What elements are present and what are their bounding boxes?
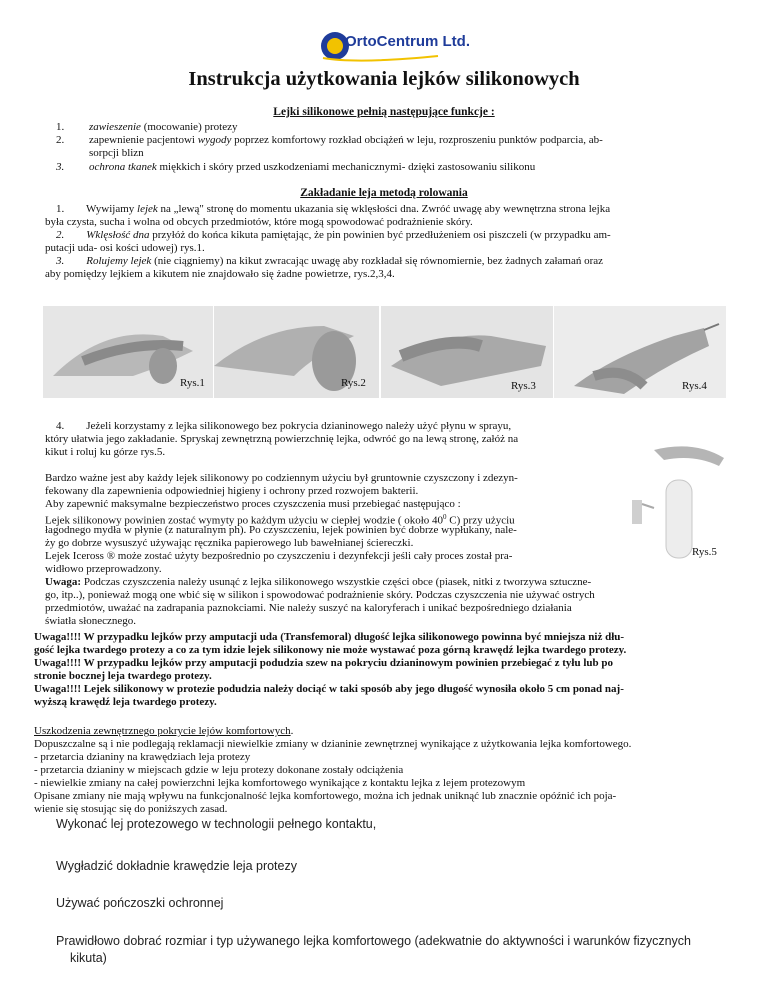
functions-num-3: 3.	[56, 161, 65, 173]
cleaning-line-9: Uwaga: Podczas czyszczenia należy usunąć z lejka silikonowego wszystkie części obce (piasek, nitki z tworzywa sztuczne-	[45, 576, 592, 588]
functions-item-2: zapewnienie pacjentowi wygody poprzez komfortowy rozkład obciążeń w leju, rozproszeniu punktów podparcia, ab-	[89, 134, 603, 146]
rule-3: Używać pończoszki ochronnej	[56, 896, 224, 910]
figure-3-caption: Rys.3	[511, 380, 536, 392]
cleaning-line-12: światła słonecznego.	[45, 615, 137, 627]
rule-4-cont: kikuta)	[70, 951, 107, 965]
functions-num-1: 1.	[56, 121, 65, 133]
warning-line-5: Uwaga!!!! Lejek silikonowy w protezie podudzia należy dociąć w taki sposób aby jego długość wynosiła około 5 cm ponad naj-	[34, 683, 624, 695]
warning-line-1: Uwaga!!!! W przypadku lejków przy amputacji uda (Transfemoral) długość lejka silikonowego powinna być mniejsza niż dłu-	[34, 631, 625, 643]
figure-2-caption: Rys.2	[341, 377, 366, 389]
rolling-step-3-cont: aby pomiędzy lejkiem a kikutem nie znajdowało się żadne powietrze, rys.2,3,4.	[45, 268, 395, 280]
cleaning-line-8: widłowo przeprowadzony.	[45, 563, 162, 575]
damage-line-5: Opisane zmiany nie mają wpływu na funkcjonalność lejka komfortowego, można ich jednak uniknąć lub znacznie opóźnić ich poja-	[34, 790, 617, 802]
rule-2: Wygładzić dokładnie krawędzie leja protezy	[56, 859, 297, 873]
warning-line-4: stronie bocznej leja twardego protezy.	[34, 670, 212, 682]
cleaning-line-3: Aby zapewnić maksymalne bezpieczeństwo proces czyszczenia musi przebiegać następująco :	[45, 498, 461, 510]
figure-4-caption: Rys.4	[682, 380, 707, 392]
cleaning-line-10: go, itp..), ponieważ mogą one wbić się w silikon i spowodować podrażnienie skóry. Podczas czyszczenia nie używać ostrych	[45, 589, 595, 601]
damage-line-6: wienie się stosując się do poniższych zasad.	[34, 803, 228, 815]
functions-num-2: 2.	[56, 134, 65, 146]
rolling-step-3: 3. Rolujemy lejek (nie ciągniemy) na kikut zwracając uwagę aby rozkładał się równomiernie, bez żadnych załamań oraz	[56, 255, 604, 267]
rolling-heading: Zakładanie leja metodą rolowania	[300, 187, 468, 199]
functions-item-1: zawieszenie (mocowanie) protezy	[89, 121, 238, 133]
damage-heading: Uszkodzenia zewnętrznego pokrycie lejów komfortowych.	[34, 725, 294, 737]
figure-5-photo	[614, 440, 726, 562]
rule-1: Wykonać lej protezowego w technologii pełnego kontaktu,	[56, 817, 377, 831]
rule-4: Prawidłowo dobrać rozmiar i typ używanego lejka komfortowego (adekwatnie do aktywności i warunków fizycznych	[56, 934, 692, 948]
rolling-step-2-cont: putacji uda- osi kości udowej) rys.1.	[45, 242, 205, 254]
cleaning-line-2: fekowany dla zapewnienia odpowiedniej higieny i ochrony przed rozwojem bakterii.	[45, 485, 419, 497]
damage-line-1: Dopuszczalne są i nie podlegają reklamacji niewielkie zmiany w dzianinie zewnętrznej wynikające z użytkowania lejka komfortowego.	[34, 738, 632, 750]
logo-text: OrtoCentrum Ltd.	[345, 33, 470, 50]
damage-line-3: - przetarcia dzianiny w miejscach gdzie w leju protezy dokonane zostały odciążenia	[34, 764, 404, 776]
rolling-step-2: 2. Wklęsłość dna przyłóż do końca kikuta pamiętając, że pin powinien być przedłużeniem osi piszczeli (w przypadku am-	[56, 229, 611, 241]
warning-line-3: Uwaga!!!! W przypadku lejków przy amputacji podudzia szew na pokryciu dzianinowym powinien przebiegać z tyłu lub po	[34, 657, 613, 669]
figure-1-caption: Rys.1	[180, 377, 205, 389]
spray-line-2: który ułatwia jego zakładanie. Spryskaj zewnętrzną powierzchnię lejka, odwróć go na lewą stronę, załóż na	[45, 433, 519, 445]
warning-line-2: gość lejka twardego protezy a co za tym idzie lejek silikonowy nie może wystawać poza górną krawędź lejka twardego protezy.	[34, 644, 627, 656]
rolling-step-1: 1. Wywijamy lejek na „lewą" stronę do momentu ukazania się wklęsłości dna. Zwróć uwagę aby wewnętrzna strona lejka	[56, 203, 611, 215]
damage-line-2: - przetarcia dzianiny na krawędziach leja protezy	[34, 751, 251, 763]
damage-line-4: - niewielkie zmiany na całej powierzchni lejka komfortowego wynikające z kontaktu lejka z lejem protezowym	[34, 777, 526, 789]
rolling-step-1-cont: była czysta, sucha i wolna od obcych przedmiotów, które mogą spowodować podrażnienie skóry.	[45, 216, 473, 228]
cleaning-line-7: Lejek Iceross ® może zostać użyty bezpośrednio po czyszczeniu i dezynfekcji jeśli cały proces został pra-	[45, 550, 513, 562]
functions-heading: Lejki silikonowe pełnią następujące funkcje :	[273, 106, 495, 118]
spray-line-1: 4. Jeżeli korzystamy z lejka silikonowego bez pokrycia dzianinowego należy użyć płynu w sprayu,	[56, 420, 512, 432]
functions-item-2-cont: sorpcji blizn	[89, 147, 144, 159]
functions-item-3: ochrona tkanek miękkich i skóry przed uszkodzeniami mechanicznymi- dzięki zastosowaniu silikonu	[89, 161, 536, 173]
warning-line-6: wyższą krawędź leja twardego protezy.	[34, 696, 217, 708]
cleaning-line-5: łagodnego mydła w płynie (z naturalnym ph). Po czyszczeniu, lejek powinien być dobrze wypłukany, nale-	[45, 524, 517, 536]
cleaning-line-4: Lejek silikonowy powinien zostać wymyty po każdym użyciu w ciepłej wodzie ( około $40^0$ C) przy użyciu	[45, 513, 515, 527]
page-title: Instrukcja użytkowania lejków silikonowych	[188, 68, 580, 90]
figure-5-caption: Rys.5	[692, 546, 717, 558]
cleaning-line-6: ży go dobrze wysuszyć używając ręcznika papierowego lub bawełnianej ściereczki.	[45, 537, 414, 549]
cleaning-line-1: Bardzo ważne jest aby każdy lejek silikonowy po codziennym użyciu był gruntownie czyszczony i zdezyn-	[45, 472, 518, 484]
spray-line-3: kikut i roluj ku górze rys.5.	[45, 446, 166, 458]
cleaning-line-11: przedmiotów, uważać na zadrapania paznokciami. Nie należy suszyć na kaloryferach i unikać bezpośredniego działania	[45, 602, 572, 614]
